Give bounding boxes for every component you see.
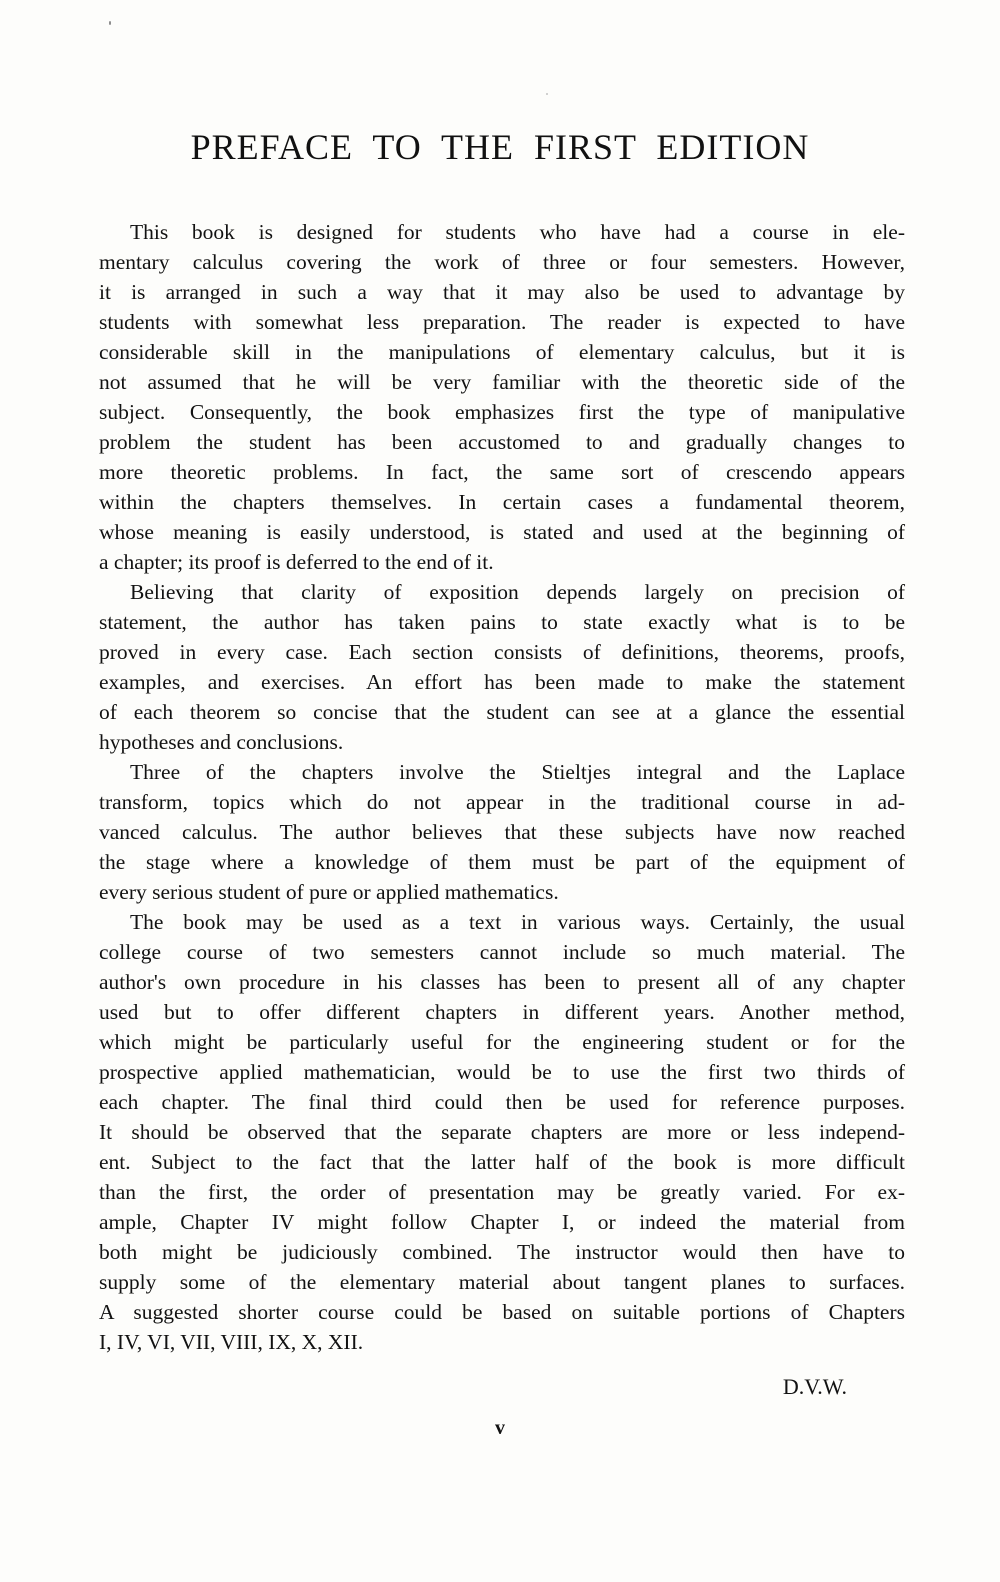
- text-line: within the chapters themselves. In certain cases a fundamental theorem,: [99, 490, 905, 515]
- text-line: of each theorem so concise that the student can see at a glance the essential: [99, 700, 905, 725]
- text-line: college course of two semesters cannot include so much material. The: [99, 940, 905, 965]
- text-line: Three of the chapters involve the Stieltjes integral and the Laplace: [130, 760, 905, 785]
- text-line: I, IV, VI, VII, VIII, IX, X, XII.: [99, 1330, 364, 1355]
- text-line: students with somewhat less preparation. The reader is expected to have: [99, 310, 905, 335]
- text-line: ent. Subject to the fact that the latter half of the book is more difficult: [99, 1150, 905, 1175]
- preface-body: [99, 217, 905, 1357]
- text-line: prospective applied mathematician, would be to use the first two thirds of: [99, 1060, 905, 1085]
- scan-speck: [109, 21, 111, 25]
- text-line: transform, topics which do not appear in the traditional course in ad-: [99, 790, 905, 815]
- text-line: The book may be used as a text in various ways. Certainly, the usual: [130, 910, 905, 935]
- text-line: it is arranged in such a way that it may also be used to advantage by: [99, 280, 905, 305]
- text-line: than the first, the order of presentation may be greatly varied. For ex-: [99, 1180, 905, 1205]
- text-line: whose meaning is easily understood, is stated and used at the beginning of: [99, 520, 905, 545]
- text-line: ample, Chapter IV might follow Chapter I, or indeed the material from: [99, 1210, 905, 1235]
- text-line: both might be judiciously combined. The instructor would then have to: [99, 1240, 905, 1265]
- author-initials: D.V.W.: [782, 1374, 847, 1400]
- text-line: This book is designed for students who have had a course in ele-: [130, 220, 905, 245]
- text-line: hypotheses and conclusions.: [99, 730, 344, 755]
- text-line: every serious student of pure or applied mathematics.: [99, 880, 559, 905]
- text-line: considerable skill in the manipulations of elementary calculus, but it is: [99, 340, 905, 365]
- scan-speck: [546, 93, 548, 95]
- text-line: mentary calculus covering the work of three or four semesters. However,: [99, 250, 905, 275]
- text-line: Believing that clarity of exposition depends largely on precision of: [130, 580, 905, 605]
- text-line: used but to offer different chapters in different years. Another method,: [99, 1000, 905, 1025]
- text-line: statement, the author has taken pains to state exactly what is to be: [99, 610, 905, 635]
- text-line: which might be particularly useful for the engineering student or for the: [99, 1030, 905, 1055]
- text-line: author's own procedure in his classes has been to present all of any chapter: [99, 970, 905, 995]
- text-line: A suggested shorter course could be based on suitable portions of Chapters: [99, 1300, 905, 1325]
- page-title: PREFACE TO THE FIRST EDITION: [190, 127, 810, 167]
- text-line: more theoretic problems. In fact, the same sort of crescendo appears: [99, 460, 905, 485]
- text-line: a chapter; its proof is deferred to the end of it.: [99, 550, 494, 575]
- page-number: v: [495, 1417, 505, 1440]
- text-line: examples, and exercises. An effort has been made to make the statement: [99, 670, 905, 695]
- text-line: It should be observed that the separate chapters are more or less independ-: [99, 1120, 905, 1145]
- text-line: subject. Consequently, the book emphasizes first the type of manipulative: [99, 400, 905, 425]
- text-line: not assumed that he will be very familiar with the theoretic side of the: [99, 370, 905, 395]
- text-line: problem the student has been accustomed to and gradually changes to: [99, 430, 905, 455]
- text-line: the stage where a knowledge of them must be part of the equipment of: [99, 850, 905, 875]
- text-line: supply some of the elementary material about tangent planes to surfaces.: [99, 1270, 905, 1295]
- text-line: proved in every case. Each section consists of definitions, theorems, proofs,: [99, 640, 905, 665]
- text-line: vanced calculus. The author believes that these subjects have now reached: [99, 820, 905, 845]
- text-line: each chapter. The final third could then be used for reference purposes.: [99, 1090, 905, 1115]
